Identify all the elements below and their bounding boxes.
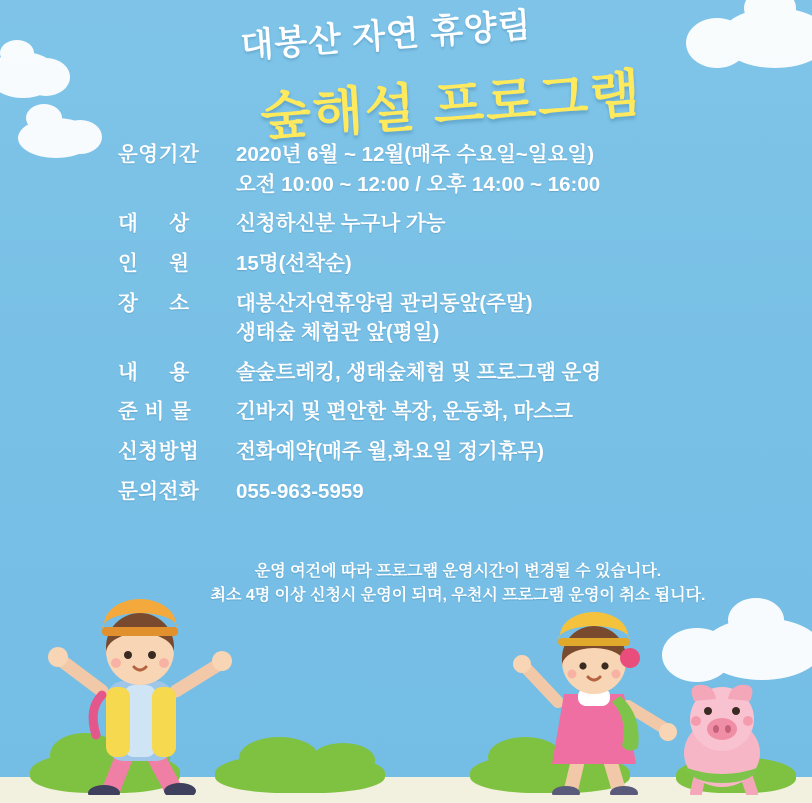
info-label: 인 원	[118, 251, 190, 275]
info-row	[118, 142, 778, 168]
info-row	[118, 360, 778, 386]
info-value: 2020년 6월 ~ 12월(매주 수요일~일요일)	[236, 143, 595, 166]
info-value: 솔숲트레킹, 생태숲체험 및 프로그램 운영	[236, 360, 602, 384]
poster-title	[0, 6, 812, 147]
phone-number: 055-963-5959	[236, 479, 364, 503]
child-waving-left-illustration	[40, 595, 250, 795]
info-row	[118, 399, 778, 425]
info-row	[118, 291, 778, 317]
cloud-icon	[0, 52, 58, 98]
info-list	[118, 142, 778, 518]
cloud-icon	[702, 618, 812, 680]
info-row-phone	[118, 479, 778, 505]
cloud-icon	[18, 118, 94, 158]
info-row	[118, 439, 778, 465]
info-label: 장 소	[118, 291, 190, 315]
info-value: 긴바지 및 편안한 복장, 운동화, 마스크	[236, 400, 573, 424]
title-line-1: 대봉산 자연 휴양림	[239, 6, 534, 66]
info-label: 신청방법	[118, 440, 200, 463]
info-subvalue: 오전 10:00 ~ 12:00 / 오후 14:00 ~ 16:00	[236, 172, 601, 196]
cloud-icon	[720, 8, 812, 68]
title-line-2: 숲해설 프로그램	[258, 65, 644, 147]
info-value: 15명(선착순)	[236, 251, 352, 275]
pig-illustration	[660, 675, 790, 795]
info-label: 문의전화	[118, 479, 200, 503]
info-label: 대 상	[118, 212, 190, 236]
info-value: 신청하신분 누구나 가능	[236, 212, 446, 236]
info-label: 내 용	[118, 360, 190, 384]
note-line: 운영 여건에 따라 프로그램 운영시간이 변경될 수 있습니다.	[254, 563, 662, 580]
info-label: 준 비 물	[118, 400, 192, 424]
info-row	[118, 211, 778, 237]
info-value: 대봉산자연휴양림 관리동앞(주말)	[236, 291, 533, 315]
info-label: 운영기간	[118, 143, 200, 166]
info-row	[118, 251, 778, 277]
info-value: 전화예약(매주 월,화요일 정기휴무)	[236, 440, 544, 463]
note-line: 최소 4명 이상 신청시 운영이 되며, 우천시 프로그램 운영이 취소 됩니다.	[210, 587, 706, 604]
info-subvalue: 생태숲 체험관 앞(평일)	[236, 321, 440, 345]
